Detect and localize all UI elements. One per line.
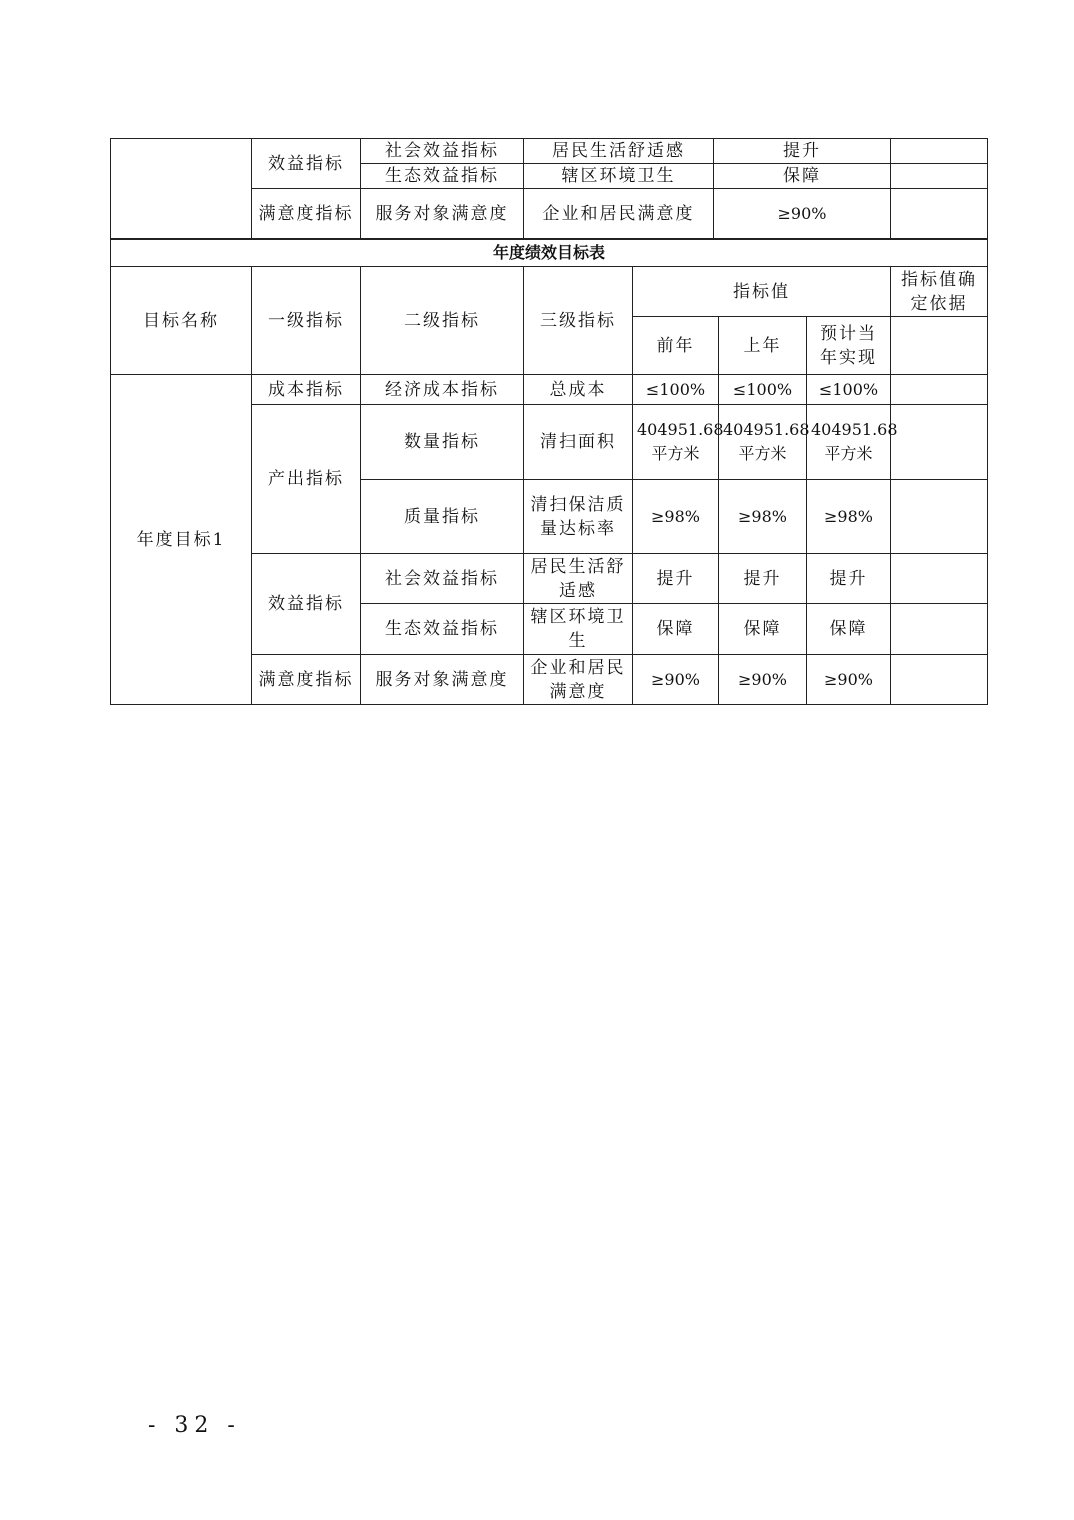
level1-cell: 效益指标 [252, 554, 361, 655]
level1-cell: 产出指标 [252, 405, 361, 554]
level2-cell: 质量指标 [361, 480, 524, 554]
header-last-year: 上年 [719, 317, 807, 375]
level1-cell: 满意度指标 [252, 189, 361, 239]
expected-cell: 保障 [807, 604, 891, 655]
level3-cell: 辖区环境卫生 [524, 604, 633, 655]
level2-cell: 服务对象满意度 [361, 655, 524, 705]
prev-year-cell: 保障 [633, 604, 719, 655]
header-prev-year: 前年 [633, 317, 719, 375]
basis-cell [891, 189, 988, 239]
level2-cell: 数量指标 [361, 405, 524, 480]
level1-cell: 成本指标 [252, 375, 361, 405]
annual-goal-table [110, 239, 988, 705]
prev-year-cell: ≤100% [633, 375, 719, 405]
level3-cell: 辖区环境卫生 [524, 164, 714, 189]
level2-cell: 社会效益指标 [361, 139, 524, 164]
level2-cell: 生态效益指标 [361, 604, 524, 655]
value-cell: 提升 [714, 139, 891, 164]
basis-cell [891, 604, 988, 655]
level1-cell: 效益指标 [252, 139, 361, 189]
value-cell: ≥90% [714, 189, 891, 239]
header-level3: 三级指标 [524, 267, 633, 375]
level2-cell: 社会效益指标 [361, 554, 524, 604]
prev-year-cell: 提升 [633, 554, 719, 604]
table-title: 年度绩效目标表 [111, 240, 988, 267]
table-row [111, 375, 988, 405]
value-cell: 保障 [714, 164, 891, 189]
basis-cell [891, 164, 988, 189]
expected-cell: ≤100% [807, 375, 891, 405]
header-expected: 预计当年实现 [807, 317, 891, 375]
table-row [111, 139, 988, 164]
level3-cell: 总成本 [524, 375, 633, 405]
level3-cell: 清扫面积 [524, 405, 633, 480]
header-goal-name: 目标名称 [111, 267, 252, 375]
last-year-cell: 保障 [719, 604, 807, 655]
header-row [111, 267, 988, 317]
prev-year-cell: ≥98% [633, 480, 719, 554]
level3-cell: 企业和居民满意度 [524, 189, 714, 239]
level2-cell: 经济成本指标 [361, 375, 524, 405]
previous-goal-table [110, 138, 988, 239]
expected-cell: ≥90% [807, 655, 891, 705]
header-level2: 二级指标 [361, 267, 524, 375]
last-year-cell: 提升 [719, 554, 807, 604]
level2-cell: 服务对象满意度 [361, 189, 524, 239]
basis-cell [891, 375, 988, 405]
level3-cell: 企业和居民满意度 [524, 655, 633, 705]
table-title-row [111, 240, 988, 267]
level1-cell: 满意度指标 [252, 655, 361, 705]
level2-cell: 生态效益指标 [361, 164, 524, 189]
last-year-cell: 404951.68平方米 [719, 405, 807, 480]
page-number: - 32 - [148, 1413, 241, 1438]
basis-cell [891, 480, 988, 554]
goal-name-cell [111, 139, 252, 239]
basis-cell [891, 405, 988, 480]
expected-cell: ≥98% [807, 480, 891, 554]
prev-year-cell: 404951.68平方米 [633, 405, 719, 480]
last-year-cell: ≤100% [719, 375, 807, 405]
expected-cell: 提升 [807, 554, 891, 604]
last-year-cell: ≥98% [719, 480, 807, 554]
header-level1: 一级指标 [252, 267, 361, 375]
header-index-value: 指标值 [633, 267, 891, 317]
expected-cell: 404951.68平方米 [807, 405, 891, 480]
level3-cell: 居民生活舒适感 [524, 139, 714, 164]
level3-cell: 居民生活舒适感 [524, 554, 633, 604]
prev-year-cell: ≥90% [633, 655, 719, 705]
basis-cell [891, 554, 988, 604]
header-basis-empty [891, 317, 988, 375]
header-basis: 指标值确定依据 [891, 267, 988, 317]
basis-cell [891, 139, 988, 164]
goal-name-cell: 年度目标1 [111, 375, 252, 705]
basis-cell [891, 655, 988, 705]
level3-cell: 清扫保洁质量达标率 [524, 480, 633, 554]
last-year-cell: ≥90% [719, 655, 807, 705]
